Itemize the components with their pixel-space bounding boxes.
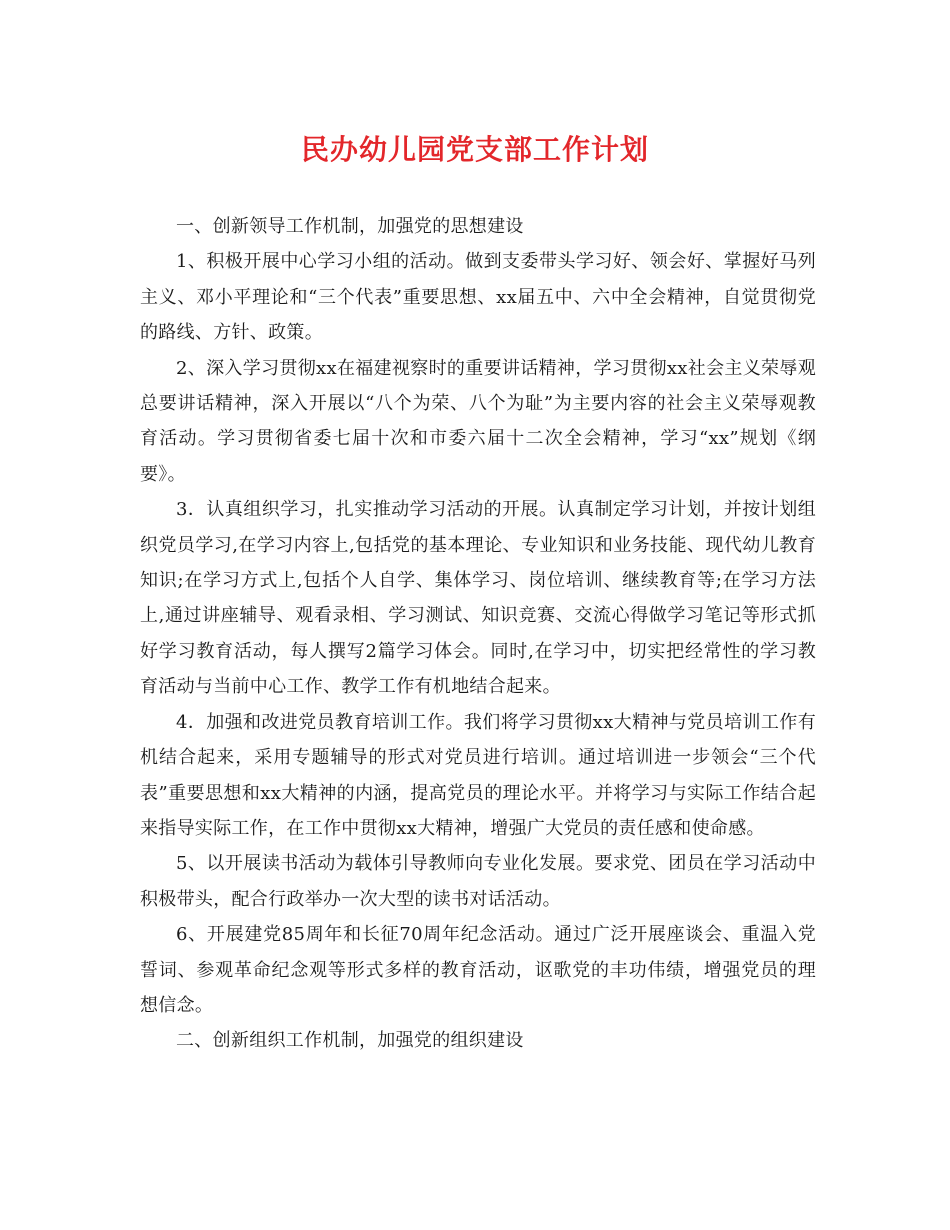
paragraph-1: 1、积极开展中心学习小组的活动。做到支委带头学习好、领会好、掌握好马列主义、邓小平理论和“三个代表”重要思想、xx届五中、六中全会精神，自觉贯彻党的路线、方针、政策。 bbox=[140, 251, 816, 344]
section-heading-2: 二、创新组织工作机制，加强党的组织建设 bbox=[176, 1030, 524, 1052]
document-body bbox=[140, 209, 816, 1059]
paragraph-6: 6、开展建党85周年和长征70周年纪念活动。通过广泛开展座谈会、重温入党誓词、参观革命纪念观等形式多样的教育活动，讴歌党的丰功伟绩，增强党员的理想信念。 bbox=[140, 924, 816, 1016]
paragraph-5: 5、以开展读书活动为载体引导教师向专业化发展。要求党、团员在学习活动中积极带头，配合行政举办一次大型的读书对话活动。 bbox=[140, 853, 816, 910]
paragraph-2: 2、深入学习贯彻xx在福建视察时的重要讲话精神，学习贯彻xx社会主义荣辱观总要讲话精神，深入开展以“八个为荣、八个为耻”为主要内容的社会主义荣辱观教育活动。学习贯彻省委七届十次和市委六届十二次全会精神，学习“xx”规划《纲要》。 bbox=[140, 357, 816, 485]
paragraph-4: 4．加强和改进党员教育培训工作。我们将学习贯彻xx大精神与党员培训工作有机结合起来，采用专题辅导的形式对党员进行培训。通过培训进一步领会“三个代表”重要思想和xx大精神的内涵，提高党员的理论水平。并将学习与实际工作结合起来指导实际工作，在工作中贯彻xx大精神，增强广大党员的责任感和使命感。 bbox=[140, 711, 816, 839]
paragraph-3: 3．认真组织学习，扎实推动学习活动的开展。认真制定学习计划，并按计划组织党员学习,在学习内容上,包括党的基本理论、专业知识和业务技能、现代幼儿教育知识;在学习方式上,包括个人自学、集体学习、岗位培训、继续教育等;在学习方法上,通过讲座辅导、观看录相、学习测试、知识竞赛、交流心得做学习笔记等形式抓好学习教育活动，每人撰写2篇学习体会。同时,在学习中，切实把经常性的学习教育活动与当前中心工作、教学工作有机地结合起来。 bbox=[140, 499, 816, 698]
document-title: 民办幼儿园党支部工作计划 bbox=[300, 133, 649, 166]
section-heading-1: 一、创新领导工作机制，加强党的思想建设 bbox=[176, 216, 524, 237]
